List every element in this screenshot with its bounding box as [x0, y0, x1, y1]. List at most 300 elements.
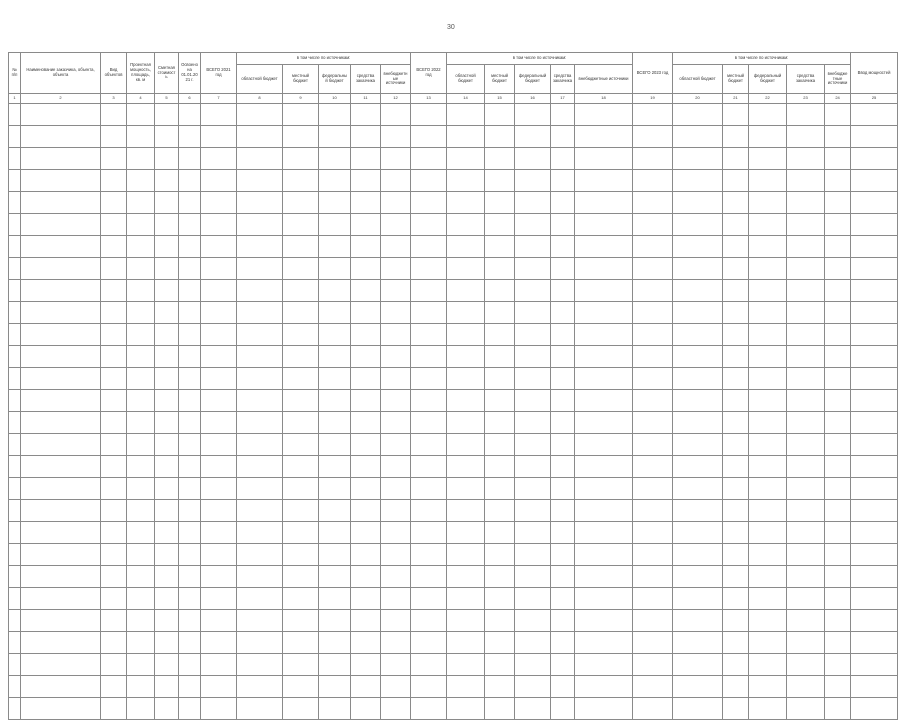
- cell-capacity: [127, 412, 155, 434]
- cell-commission: [851, 522, 898, 544]
- cell-total-2021: [201, 280, 237, 302]
- table-cell: [319, 434, 351, 456]
- table-cell: [381, 456, 411, 478]
- cell-total-2022: [411, 478, 447, 500]
- cell-name: [21, 368, 101, 390]
- table-cell: [319, 654, 351, 676]
- cell-total-2021: [201, 478, 237, 500]
- cell-regional-2021: [237, 170, 283, 192]
- table-cell: [381, 104, 411, 126]
- cell-capacity: [127, 676, 155, 698]
- table-cell: [283, 654, 319, 676]
- table-cell: [575, 368, 633, 390]
- table-cell: [351, 544, 381, 566]
- header-estimated-cost: Сметная стоимость: [155, 53, 179, 94]
- cell-regional-2023: [673, 368, 723, 390]
- cell-type: [101, 412, 127, 434]
- table-cell: [723, 148, 749, 170]
- table-cell: [575, 698, 633, 720]
- table-cell: [283, 412, 319, 434]
- table-cell: [749, 566, 787, 588]
- table-cell: [283, 258, 319, 280]
- column-number: 17: [551, 94, 575, 104]
- table-cell: [515, 104, 551, 126]
- table-cell: [575, 478, 633, 500]
- table-row: [9, 698, 898, 720]
- header-2022-local: местный бюджет: [485, 65, 515, 94]
- table-cell: [319, 192, 351, 214]
- table-cell: [515, 390, 551, 412]
- table-cell: [381, 148, 411, 170]
- cell-total-2021: [201, 368, 237, 390]
- cell-commission: [851, 324, 898, 346]
- column-number: 13: [411, 94, 447, 104]
- cell-regional-2023: [673, 698, 723, 720]
- cell-total-2022: [411, 346, 447, 368]
- cell-type: [101, 676, 127, 698]
- table-cell: [351, 104, 381, 126]
- cell-spent: [179, 522, 201, 544]
- table-row: [9, 588, 898, 610]
- table-cell: [787, 478, 825, 500]
- table-cell: [787, 258, 825, 280]
- table-cell: [283, 610, 319, 632]
- table-row: [9, 500, 898, 522]
- table-cell: [485, 434, 515, 456]
- table-cell: [551, 302, 575, 324]
- cell-cost: [155, 170, 179, 192]
- cell-total-2022: [411, 566, 447, 588]
- table-cell: [381, 126, 411, 148]
- column-number: 2: [21, 94, 101, 104]
- table-cell: [381, 258, 411, 280]
- cell-total-2023: [633, 104, 673, 126]
- table-cell: [319, 170, 351, 192]
- table-cell: [381, 566, 411, 588]
- table-cell: [551, 214, 575, 236]
- cell-commission: [851, 214, 898, 236]
- table-cell: [515, 214, 551, 236]
- column-number: 22: [749, 94, 787, 104]
- column-number: 7: [201, 94, 237, 104]
- table-cell: [575, 654, 633, 676]
- cell-regional-2022: [447, 324, 485, 346]
- cell-capacity: [127, 148, 155, 170]
- cell-total-2021: [201, 170, 237, 192]
- header-total-2022: ВСЕГО 2022 год: [411, 53, 447, 94]
- cell-type: [101, 236, 127, 258]
- table-cell: [723, 368, 749, 390]
- cell-commission: [851, 346, 898, 368]
- table-cell: [825, 522, 851, 544]
- table-cell: [351, 566, 381, 588]
- table-cell: [381, 346, 411, 368]
- cell-spent: [179, 500, 201, 522]
- table-cell: [351, 236, 381, 258]
- table-cell: [825, 126, 851, 148]
- cell-name: [21, 588, 101, 610]
- table-cell: [381, 522, 411, 544]
- cell-name: [21, 148, 101, 170]
- cell-regional-2022: [447, 236, 485, 258]
- cell-no: [9, 126, 21, 148]
- table-cell: [485, 654, 515, 676]
- cell-regional-2021: [237, 214, 283, 236]
- cell-spent: [179, 588, 201, 610]
- cell-commission: [851, 258, 898, 280]
- table-cell: [723, 654, 749, 676]
- cell-capacity: [127, 654, 155, 676]
- cell-capacity: [127, 192, 155, 214]
- cell-name: [21, 654, 101, 676]
- table-cell: [515, 258, 551, 280]
- table-cell: [575, 676, 633, 698]
- cell-no: [9, 368, 21, 390]
- table-cell: [723, 280, 749, 302]
- cell-regional-2021: [237, 610, 283, 632]
- cell-name: [21, 346, 101, 368]
- table-cell: [787, 456, 825, 478]
- table-cell: [787, 500, 825, 522]
- cell-capacity: [127, 610, 155, 632]
- cell-cost: [155, 324, 179, 346]
- cell-name: [21, 192, 101, 214]
- cell-type: [101, 390, 127, 412]
- cell-type: [101, 346, 127, 368]
- cell-total-2021: [201, 324, 237, 346]
- table-cell: [723, 522, 749, 544]
- cell-capacity: [127, 324, 155, 346]
- table-cell: [787, 192, 825, 214]
- table-cell: [319, 126, 351, 148]
- cell-commission: [851, 302, 898, 324]
- table-cell: [787, 390, 825, 412]
- cell-type: [101, 324, 127, 346]
- cell-name: [21, 478, 101, 500]
- table-cell: [575, 544, 633, 566]
- table-cell: [825, 214, 851, 236]
- table-cell: [825, 434, 851, 456]
- table-cell: [787, 324, 825, 346]
- table-cell: [351, 192, 381, 214]
- table-cell: [723, 478, 749, 500]
- cell-type: [101, 104, 127, 126]
- cell-cost: [155, 390, 179, 412]
- cell-spent: [179, 654, 201, 676]
- cell-no: [9, 610, 21, 632]
- cell-capacity: [127, 478, 155, 500]
- cell-spent: [179, 258, 201, 280]
- cell-total-2021: [201, 214, 237, 236]
- cell-regional-2023: [673, 236, 723, 258]
- cell-regional-2023: [673, 390, 723, 412]
- header-commission-date: Ввод мощностей: [851, 53, 898, 94]
- cell-name: [21, 698, 101, 720]
- cell-regional-2023: [673, 610, 723, 632]
- cell-type: [101, 258, 127, 280]
- table-cell: [485, 566, 515, 588]
- cell-total-2021: [201, 698, 237, 720]
- table-cell: [723, 500, 749, 522]
- table-cell: [787, 280, 825, 302]
- cell-total-2022: [411, 676, 447, 698]
- column-number: 23: [787, 94, 825, 104]
- table-cell: [825, 698, 851, 720]
- column-number: 5: [155, 94, 179, 104]
- table-cell: [283, 148, 319, 170]
- table-cell: [283, 478, 319, 500]
- table-cell: [381, 170, 411, 192]
- cell-total-2021: [201, 126, 237, 148]
- table-cell: [283, 170, 319, 192]
- cell-total-2023: [633, 214, 673, 236]
- cell-spent: [179, 676, 201, 698]
- table-cell: [283, 192, 319, 214]
- table-cell: [787, 434, 825, 456]
- header-2021-local: местный бюджет: [283, 65, 319, 94]
- table-cell: [485, 588, 515, 610]
- header-2021-federal: федеральный бюджет: [319, 65, 351, 94]
- table-cell: [485, 126, 515, 148]
- table-cell: [319, 698, 351, 720]
- cell-regional-2022: [447, 170, 485, 192]
- cell-regional-2021: [237, 654, 283, 676]
- table-cell: [723, 236, 749, 258]
- cell-capacity: [127, 170, 155, 192]
- table-row: [9, 456, 898, 478]
- cell-cost: [155, 148, 179, 170]
- cell-no: [9, 258, 21, 280]
- cell-spent: [179, 148, 201, 170]
- table-row: [9, 632, 898, 654]
- table-cell: [283, 368, 319, 390]
- table-cell: [381, 236, 411, 258]
- cell-regional-2021: [237, 588, 283, 610]
- table-cell: [485, 368, 515, 390]
- table-cell: [485, 104, 515, 126]
- table-cell: [485, 676, 515, 698]
- table-cell: [825, 500, 851, 522]
- cell-total-2021: [201, 610, 237, 632]
- table-cell: [749, 170, 787, 192]
- cell-name: [21, 456, 101, 478]
- table-cell: [351, 280, 381, 302]
- cell-no: [9, 302, 21, 324]
- table-cell: [515, 302, 551, 324]
- cell-commission: [851, 676, 898, 698]
- cell-spent: [179, 610, 201, 632]
- table-cell: [749, 280, 787, 302]
- table-row: [9, 148, 898, 170]
- cell-cost: [155, 302, 179, 324]
- cell-regional-2021: [237, 280, 283, 302]
- cell-spent: [179, 346, 201, 368]
- table-cell: [825, 478, 851, 500]
- table-row: [9, 346, 898, 368]
- column-number: 1: [9, 94, 21, 104]
- header-2021-regional: областной бюджет: [237, 65, 283, 94]
- cell-commission: [851, 170, 898, 192]
- table-cell: [749, 192, 787, 214]
- table-cell: [381, 280, 411, 302]
- table-cell: [749, 236, 787, 258]
- table-cell: [319, 346, 351, 368]
- table-cell: [575, 302, 633, 324]
- table-cell: [485, 610, 515, 632]
- cell-spent: [179, 698, 201, 720]
- cell-no: [9, 390, 21, 412]
- cell-regional-2022: [447, 676, 485, 698]
- cell-cost: [155, 456, 179, 478]
- cell-capacity: [127, 456, 155, 478]
- table-cell: [515, 170, 551, 192]
- cell-spent: [179, 456, 201, 478]
- cell-no: [9, 588, 21, 610]
- cell-type: [101, 302, 127, 324]
- cell-cost: [155, 280, 179, 302]
- cell-spent: [179, 478, 201, 500]
- cell-capacity: [127, 434, 155, 456]
- cell-spent: [179, 236, 201, 258]
- cell-spent: [179, 302, 201, 324]
- table-cell: [787, 104, 825, 126]
- table-cell: [515, 368, 551, 390]
- table-cell: [723, 632, 749, 654]
- table-cell: [351, 258, 381, 280]
- cell-commission: [851, 412, 898, 434]
- cell-name: [21, 610, 101, 632]
- table-cell: [575, 500, 633, 522]
- cell-total-2022: [411, 324, 447, 346]
- cell-total-2021: [201, 588, 237, 610]
- cell-capacity: [127, 500, 155, 522]
- table-cell: [575, 632, 633, 654]
- cell-total-2023: [633, 566, 673, 588]
- cell-total-2022: [411, 258, 447, 280]
- cell-total-2022: [411, 126, 447, 148]
- cell-name: [21, 566, 101, 588]
- cell-no: [9, 698, 21, 720]
- cell-regional-2023: [673, 170, 723, 192]
- table-cell: [575, 456, 633, 478]
- cell-total-2022: [411, 236, 447, 258]
- cell-regional-2023: [673, 104, 723, 126]
- cell-regional-2023: [673, 346, 723, 368]
- cell-name: [21, 324, 101, 346]
- cell-name: [21, 500, 101, 522]
- header-group-2023: в том числе по источникам:: [673, 53, 851, 65]
- cell-name: [21, 104, 101, 126]
- table-cell: [283, 236, 319, 258]
- cell-total-2022: [411, 588, 447, 610]
- header-2023-federal: федеральный бюджет: [749, 65, 787, 94]
- cell-cost: [155, 610, 179, 632]
- table-cell: [749, 654, 787, 676]
- table-cell: [723, 456, 749, 478]
- table-cell: [351, 148, 381, 170]
- cell-total-2023: [633, 676, 673, 698]
- cell-regional-2023: [673, 192, 723, 214]
- cell-cost: [155, 632, 179, 654]
- cell-regional-2022: [447, 654, 485, 676]
- cell-regional-2022: [447, 544, 485, 566]
- cell-type: [101, 566, 127, 588]
- cell-no: [9, 500, 21, 522]
- cell-total-2021: [201, 632, 237, 654]
- table-cell: [575, 280, 633, 302]
- cell-spent: [179, 566, 201, 588]
- table-cell: [787, 302, 825, 324]
- cell-commission: [851, 390, 898, 412]
- table-cell: [319, 478, 351, 500]
- cell-type: [101, 192, 127, 214]
- header-group-row: [9, 53, 898, 65]
- table-cell: [485, 170, 515, 192]
- table-cell: [787, 346, 825, 368]
- cell-total-2021: [201, 390, 237, 412]
- cell-regional-2021: [237, 500, 283, 522]
- table-cell: [381, 302, 411, 324]
- cell-regional-2022: [447, 566, 485, 588]
- cell-regional-2022: [447, 632, 485, 654]
- cell-total-2022: [411, 104, 447, 126]
- cell-total-2023: [633, 390, 673, 412]
- table-cell: [787, 566, 825, 588]
- table-cell: [283, 632, 319, 654]
- cell-spent: [179, 280, 201, 302]
- table-cell: [749, 698, 787, 720]
- cell-total-2022: [411, 192, 447, 214]
- table-cell: [319, 500, 351, 522]
- table-row: [9, 126, 898, 148]
- column-number: 21: [723, 94, 749, 104]
- cell-total-2023: [633, 126, 673, 148]
- cell-capacity: [127, 544, 155, 566]
- table-cell: [551, 412, 575, 434]
- cell-no: [9, 236, 21, 258]
- header-total-2023: ВСЕГО 2023 год: [633, 53, 673, 94]
- table-cell: [749, 544, 787, 566]
- table-cell: [749, 346, 787, 368]
- table-cell: [283, 302, 319, 324]
- table-cell: [351, 610, 381, 632]
- table-cell: [749, 500, 787, 522]
- cell-regional-2021: [237, 478, 283, 500]
- cell-commission: [851, 566, 898, 588]
- table-row: [9, 478, 898, 500]
- table-cell: [723, 412, 749, 434]
- cell-regional-2021: [237, 192, 283, 214]
- budget-table: [8, 52, 898, 720]
- cell-type: [101, 170, 127, 192]
- table-cell: [551, 148, 575, 170]
- cell-total-2021: [201, 302, 237, 324]
- cell-type: [101, 126, 127, 148]
- column-number: 25: [851, 94, 898, 104]
- cell-total-2022: [411, 500, 447, 522]
- table-row: [9, 280, 898, 302]
- cell-regional-2023: [673, 258, 723, 280]
- table-cell: [319, 566, 351, 588]
- cell-regional-2022: [447, 126, 485, 148]
- table-cell: [319, 302, 351, 324]
- cell-spent: [179, 324, 201, 346]
- cell-commission: [851, 148, 898, 170]
- cell-regional-2021: [237, 236, 283, 258]
- table-cell: [381, 610, 411, 632]
- table-cell: [749, 412, 787, 434]
- cell-total-2023: [633, 412, 673, 434]
